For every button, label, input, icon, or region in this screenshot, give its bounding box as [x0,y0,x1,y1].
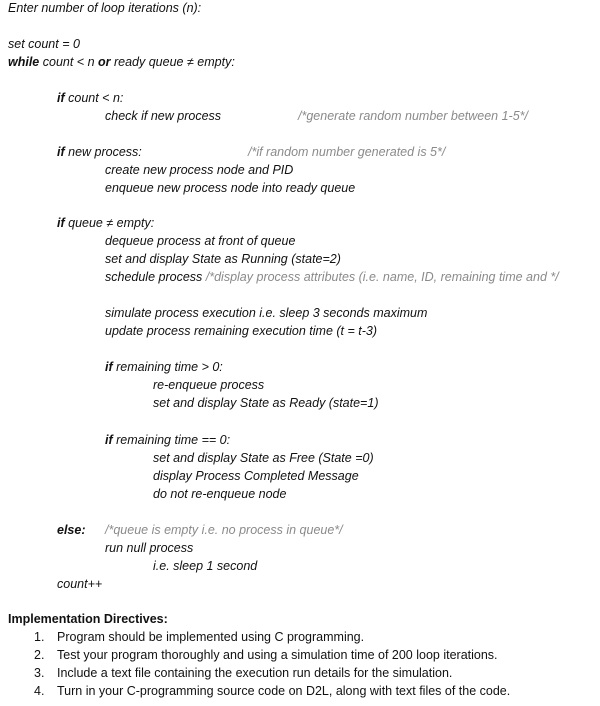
header-line: Enter number of loop iterations (n): [8,1,202,15]
or-keyword: or [98,55,111,69]
while-condition-b: ready queue ≠ empty: [110,55,235,69]
check-line: check if new process [105,109,222,123]
set-running-line: set and display State as Running (state=2) [105,252,341,266]
if-queue-line [57,215,154,231]
if-remaining-positive-condition: remaining time > 0: [112,360,223,374]
if-keyword: if [57,145,65,159]
if-queue-condition: queue ≠ empty: [64,216,155,230]
if-keyword: if [105,360,113,374]
list-item-number: 4. [34,684,45,698]
while-keyword: while [8,55,40,69]
else-keyword: else: [57,523,86,537]
if-new-process-line [57,144,142,160]
list-item: Include a text file containing the execution run details for the simulation. [57,666,453,680]
if-remaining-positive-line [105,359,223,375]
if-keyword: if [105,433,113,447]
update-line: update process remaining execution time (t = t-3) [105,324,378,338]
list-item-number: 3. [34,666,45,680]
init-line: set count = 0 [8,37,80,51]
if-keyword: if [57,216,65,230]
list-item: Turn in your C-programming source code on D2L, along with text files of the code. [57,684,511,698]
if-count-line [57,90,123,106]
list-item: Test your program thoroughly and using a simulation time of 200 loop iterations. [57,648,498,662]
while-condition-a: count < n [39,55,98,69]
run-null-line: run null process [105,541,194,555]
list-item: Program should be implemented using C programming. [57,630,365,644]
schedule-comment: /*display process attributes (i.e. name, ID, remaining time and */ [205,270,559,284]
if-count-condition: count < n: [64,91,124,105]
set-free-line: set and display State as Free (State =0) [153,451,374,465]
check-comment: /*generate random number between 1-5*/ [298,109,529,123]
create-line: create new process node and PID [105,163,294,177]
list-item-number: 1. [34,630,45,644]
sleep-line: i.e. sleep 1 second [153,559,258,573]
no-reenqueue-line: do not re-enqueue node [153,487,287,501]
reenqueue-line: re-enqueue process [153,378,265,392]
dequeue-line: dequeue process at front of queue [105,234,296,248]
if-new-process-comment: /*if random number generated is 5*/ [248,145,446,159]
enqueue-line: enqueue new process node into ready queue [105,181,356,195]
directives-title: Implementation Directives: [8,612,168,626]
count-increment-line: count++ [57,577,103,591]
else-comment: /*queue is empty i.e. no process in queue*/ [105,523,343,537]
schedule-line [105,269,559,285]
list-item-number: 2. [34,648,45,662]
if-remaining-zero-line [105,432,230,448]
set-ready-line: set and display State as Ready (state=1) [153,396,379,410]
if-new-process-condition: new process: [64,145,142,159]
display-completed-line: display Process Completed Message [153,469,359,483]
schedule-text: schedule process [105,270,206,284]
simulate-line: simulate process execution i.e. sleep 3 seconds maximum [105,306,428,320]
while-line [8,54,235,70]
if-remaining-zero-condition: remaining time == 0: [112,433,231,447]
if-keyword: if [57,91,65,105]
